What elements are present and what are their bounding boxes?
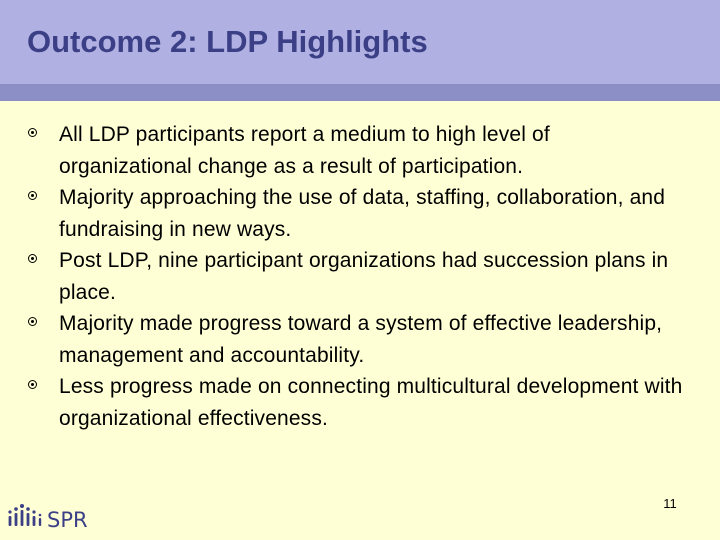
bullet-dot-icon [28, 191, 37, 200]
bullet-list [28, 119, 688, 434]
spr-logo [6, 500, 90, 536]
bullet-item [28, 245, 688, 308]
bullet-text: Majority approaching the use of data, staffing, collaboration, and fundraising in new ways. [59, 186, 666, 241]
bullet-item [28, 119, 688, 182]
bullet-dot-icon [28, 317, 37, 326]
bullet-text: Majority made progress toward a system of effective leadership, management and accountability. [59, 312, 663, 367]
bullet-text: Post LDP, nine participant organizations had succession plans in place. [59, 249, 669, 304]
slide-title: Outcome 2: LDP Highlights [27, 24, 428, 59]
bullet-dot-icon [28, 380, 37, 389]
bullet-dot-icon [28, 254, 37, 263]
title-rule [0, 84, 720, 101]
bullet-item [28, 308, 688, 371]
bullet-item [28, 182, 688, 245]
bullet-text: Less progress made on connecting multicultural development with organizational effectiveness. [59, 375, 683, 430]
page-number: 11 [663, 496, 677, 511]
logo-text: SPR [47, 508, 88, 532]
spr-logo-icon [6, 502, 44, 534]
bullet-text: All LDP participants report a medium to high level of organizational change as a result of participation. [59, 123, 550, 178]
bullet-dot-icon [28, 128, 37, 137]
bullet-item [28, 371, 688, 434]
